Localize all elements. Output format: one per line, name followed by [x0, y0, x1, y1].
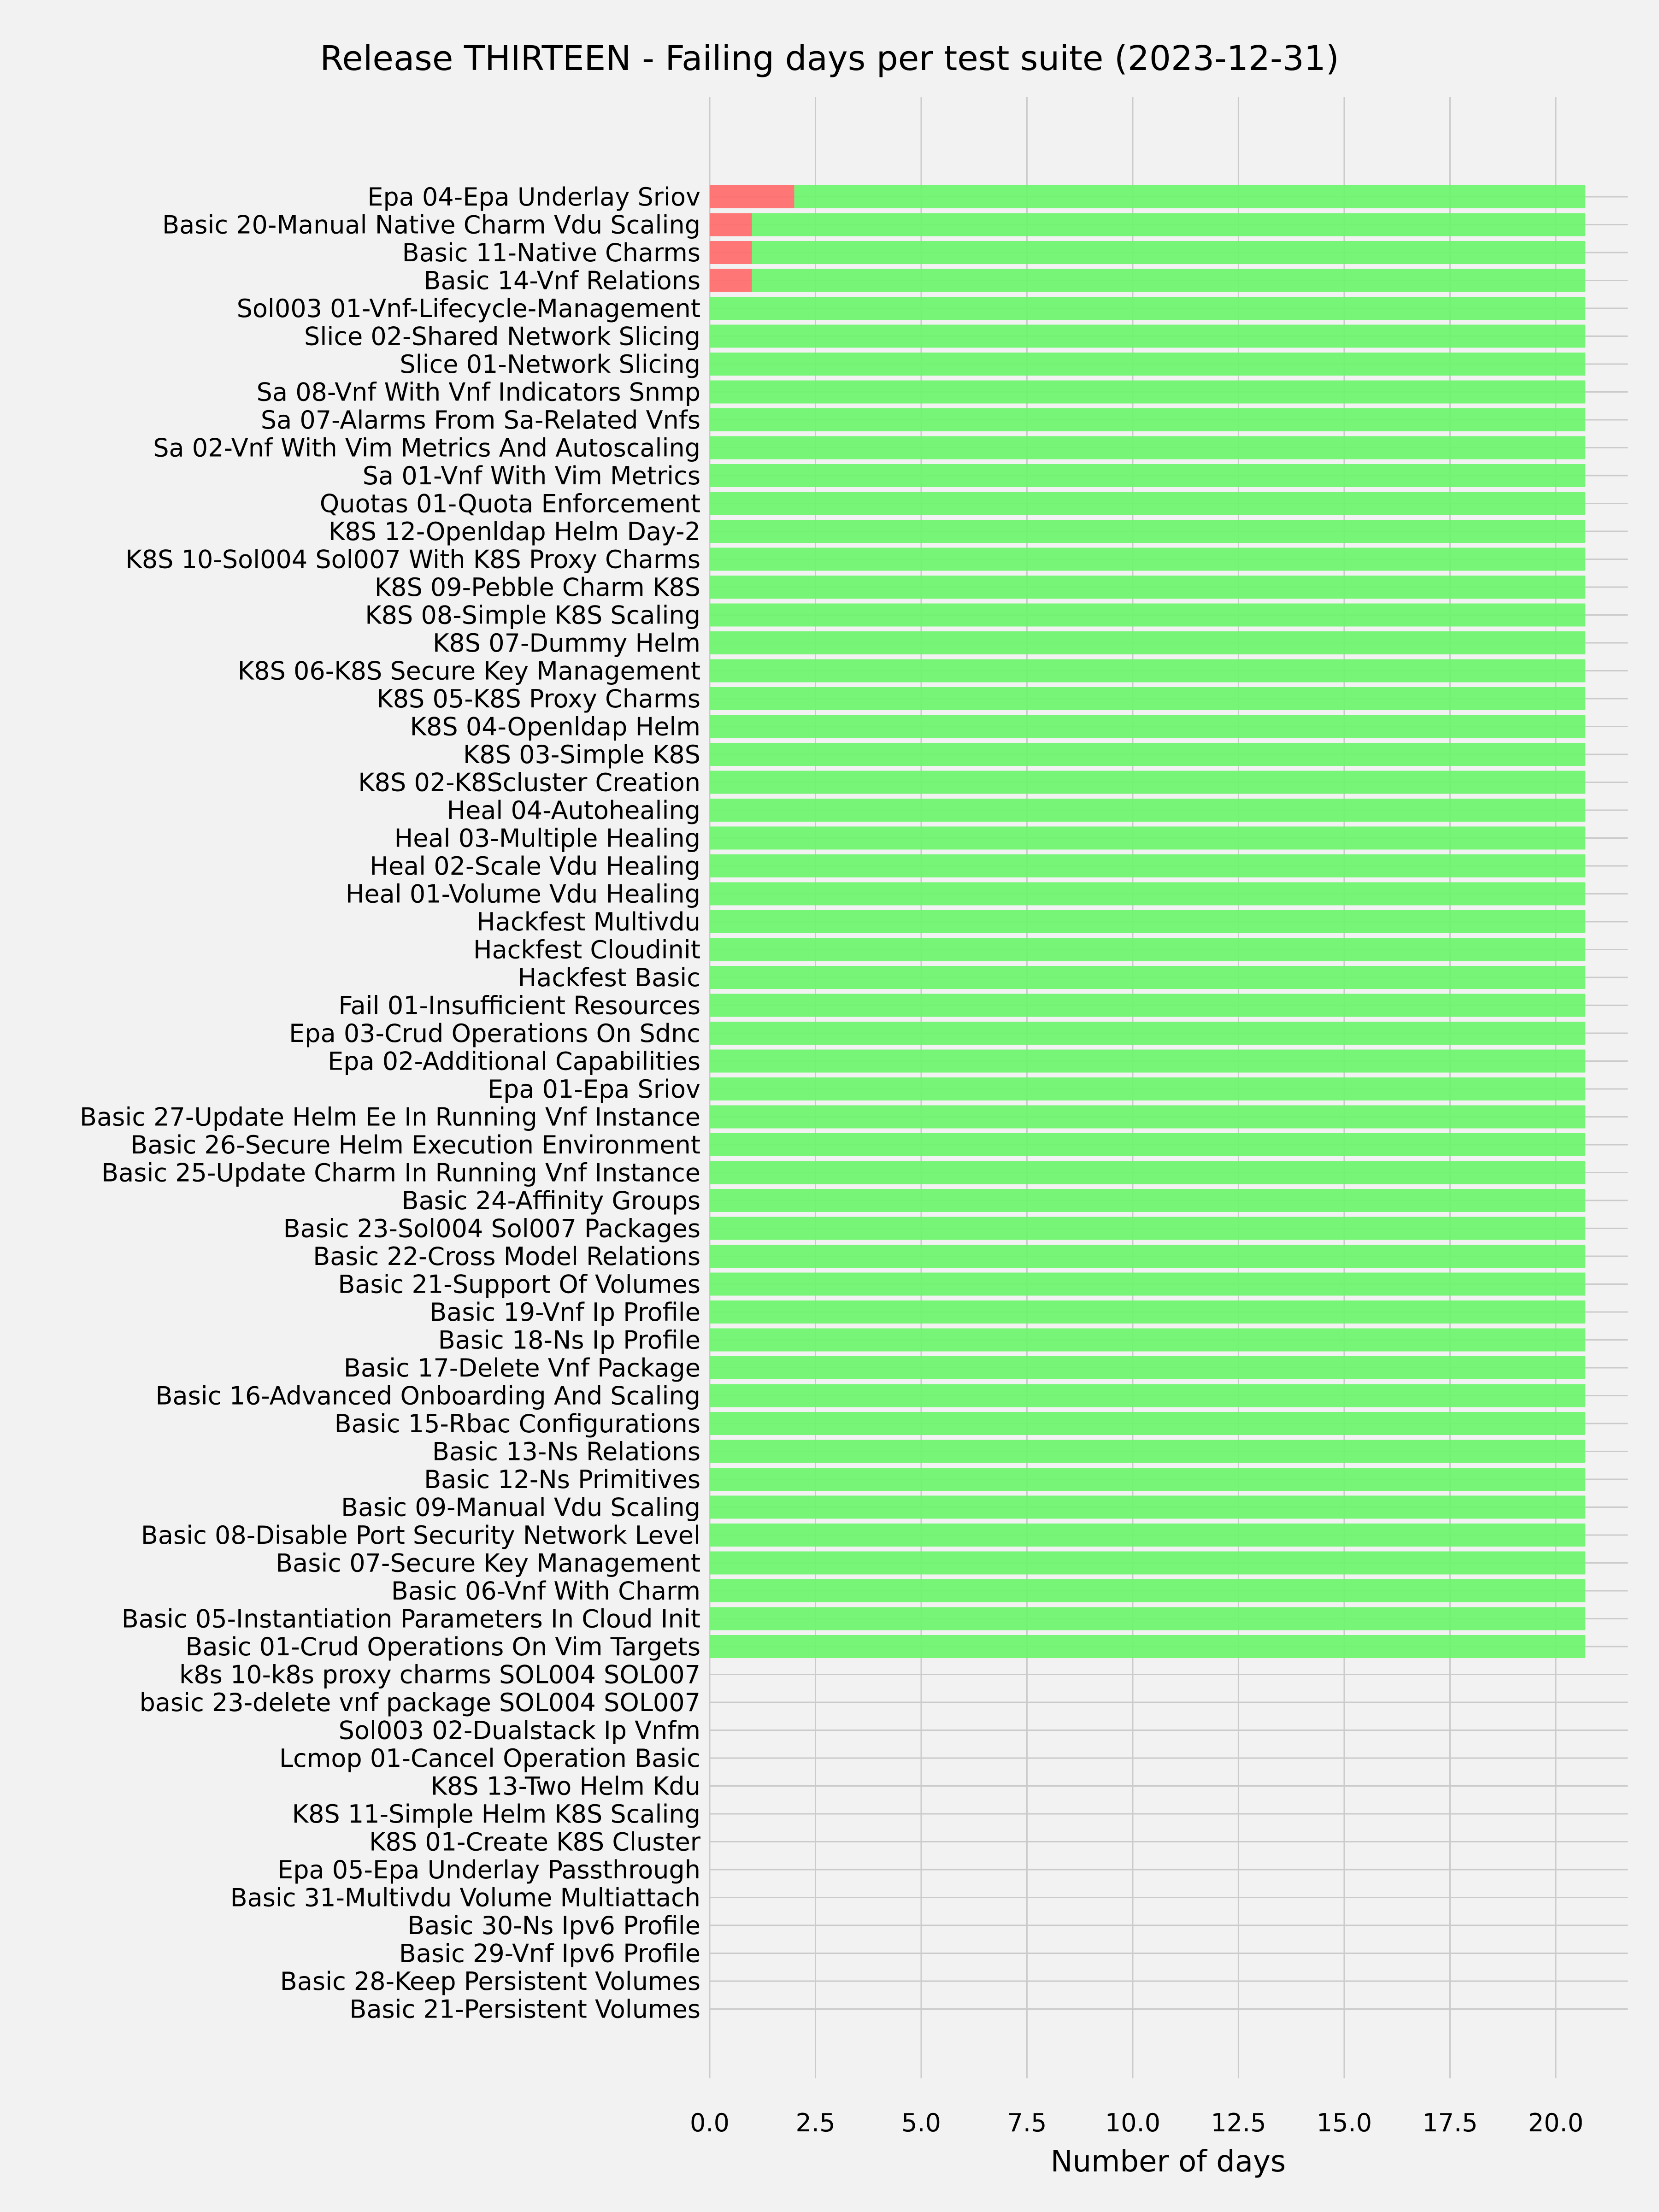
- bar-passing-days: [710, 1245, 1585, 1268]
- y-tick-label: Basic 15-Rbac Configurations: [334, 1409, 700, 1438]
- y-tick-label: Basic 26-Secure Helm Execution Environment: [130, 1130, 700, 1159]
- bar-passing-days: [710, 799, 1585, 822]
- bar-passing-days: [710, 1217, 1585, 1240]
- bar-passing-days: [710, 408, 1585, 431]
- y-tick-label: Basic 29-Vnf Ipv6 Profile: [399, 1939, 700, 1968]
- y-tick-label: K8S 10-Sol004 Sol007 With K8S Proxy Charms: [125, 545, 700, 574]
- x-tick-label: 17.5: [1422, 2108, 1478, 2137]
- bar-passing-days: [710, 1356, 1585, 1379]
- y-tick-label: Basic 14-Vnf Relations: [424, 266, 700, 295]
- bars-layer: [710, 185, 1585, 1658]
- x-tick-label: 5.0: [901, 2108, 941, 2137]
- bar-passing-days: [710, 1050, 1585, 1073]
- y-tick-label: K8S 03-Simple K8S: [463, 740, 700, 769]
- y-tick-label: Sa 08-Vnf With Vnf Indicators Snmp: [256, 377, 700, 407]
- y-tick-label: Epa 03-Crud Operations On Sdnc: [289, 1019, 700, 1048]
- y-tick-label: Sa 02-Vnf With Vim Metrics And Autoscaling: [153, 433, 700, 463]
- bar-passing-days: [710, 1552, 1585, 1575]
- y-tick-label: Basic 08-Disable Port Security Network Level: [141, 1521, 700, 1550]
- x-tick-label: 2.5: [795, 2108, 835, 2137]
- bar-passing-days: [710, 1412, 1585, 1435]
- y-tick-label: K8S 07-Dummy Helm: [433, 629, 700, 658]
- y-tick-label: k8s 10-k8s proxy charms SOL004 SOL007: [179, 1660, 700, 1689]
- y-tick-label: Basic 01-Crud Operations On Vim Targets: [185, 1632, 700, 1661]
- bar-passing-days: [710, 1496, 1585, 1519]
- bar-passing-days: [710, 381, 1585, 404]
- y-tick-label: K8S 02-K8Scluster Creation: [358, 768, 700, 797]
- bar-passing-days: [710, 1161, 1585, 1184]
- y-tick-label: Heal 01-Volume Vdu Healing: [345, 879, 700, 909]
- bar-passing-days: [710, 1022, 1585, 1045]
- y-tick-label: Basic 18-Ns Ip Profile: [438, 1325, 700, 1355]
- bar-passing-days: [710, 492, 1585, 515]
- y-tick-label: Heal 02-Scale Vdu Healing: [370, 852, 700, 881]
- bar-passing-days: [710, 1635, 1585, 1658]
- bar-passing-days: [752, 269, 1585, 292]
- y-tick-label: Basic 12-Ns Primitives: [424, 1465, 700, 1494]
- y-tick-label: Epa 04-Epa Underlay Sriov: [367, 182, 700, 212]
- bar-passing-days: [710, 1106, 1585, 1129]
- y-tick-label: Epa 01-Epa Sriov: [488, 1075, 700, 1104]
- y-tick-label: Basic 05-Instantiation Parameters In Cloud Init: [121, 1604, 700, 1634]
- y-tick-label: Basic 24-Affinity Groups: [401, 1186, 700, 1215]
- y-tick-label: Basic 11-Native Charms: [402, 238, 700, 267]
- bar-passing-days: [710, 854, 1585, 877]
- y-tick-label: Basic 27-Update Helm Ee In Running Vnf Instance: [80, 1102, 700, 1132]
- bar-failing-days: [710, 213, 752, 236]
- bar-passing-days: [710, 715, 1585, 738]
- bar-passing-days: [710, 994, 1585, 1017]
- y-tick-label: Basic 21-Support Of Volumes: [338, 1270, 700, 1299]
- bar-passing-days: [752, 213, 1585, 236]
- y-tick-label: Basic 06-Vnf With Charm: [391, 1577, 700, 1606]
- bar-passing-days: [710, 1579, 1585, 1602]
- y-tick-label: K8S 04-Openldap Helm: [410, 712, 700, 741]
- y-tick-label: Basic 25-Update Charm In Running Vnf Instance: [101, 1158, 700, 1188]
- x-tick-label: 0.0: [690, 2108, 729, 2137]
- x-tick-label: 15.0: [1316, 2108, 1372, 2137]
- y-tick-label: Sa 07-Alarms From Sa-Related Vnfs: [260, 406, 700, 435]
- y-tick-labels: [80, 182, 701, 2024]
- bar-passing-days: [710, 631, 1585, 654]
- y-tick-label: Basic 09-Manual Vdu Scaling: [341, 1493, 700, 1522]
- y-tick-label: Basic 23-Sol004 Sol007 Packages: [283, 1214, 700, 1243]
- bar-passing-days: [710, 325, 1585, 348]
- y-tick-label: Basic 21-Persistent Volumes: [349, 1994, 700, 2024]
- y-tick-label: Sol003 02-Dualstack Ip Vnfm: [338, 1716, 700, 1745]
- y-tick-label: Epa 02-Additional Capabilities: [328, 1047, 700, 1076]
- y-tick-label: Basic 07-Secure Key Management: [276, 1548, 700, 1578]
- y-tick-label: Epa 05-Epa Underlay Passthrough: [277, 1855, 700, 1884]
- bar-passing-days: [710, 1077, 1585, 1100]
- y-tick-label: K8S 08-Simple K8S Scaling: [365, 600, 700, 630]
- x-tick-label: 7.5: [1007, 2108, 1047, 2137]
- bar-passing-days: [710, 1384, 1585, 1407]
- chart-title: Release THIRTEEN - Failing days per test suite (2023-12-31): [320, 39, 1339, 78]
- y-tick-label: Quotas 01-Quota Enforcement: [319, 489, 700, 518]
- bar-passing-days: [710, 966, 1585, 989]
- bar-passing-days: [794, 185, 1586, 208]
- y-tick-label: Basic 16-Advanced Onboarding And Scaling: [155, 1381, 700, 1411]
- x-axis-label: Number of days: [1050, 2145, 1286, 2179]
- x-tick-labels: [690, 2108, 1583, 2137]
- x-tick-label: 12.5: [1211, 2108, 1266, 2137]
- y-tick-label: K8S 01-Create K8S Cluster: [369, 1827, 700, 1857]
- bar-passing-days: [710, 743, 1585, 766]
- y-tick-label: Basic 31-Multivdu Volume Multiattach: [230, 1883, 700, 1912]
- bar-passing-days: [710, 938, 1585, 961]
- y-tick-label: Basic 17-Delete Vnf Package: [343, 1353, 700, 1382]
- bar-passing-days: [710, 576, 1585, 599]
- bar-failing-days: [710, 241, 752, 264]
- bar-passing-days: [710, 771, 1585, 794]
- y-tick-label: Basic 30-Ns Ipv6 Profile: [407, 1911, 700, 1940]
- y-tick-label: K8S 12-Openldap Helm Day-2: [328, 517, 700, 546]
- bar-failing-days: [710, 269, 752, 292]
- bar-passing-days: [710, 1468, 1585, 1491]
- bar-passing-days: [710, 604, 1585, 627]
- bar-passing-days: [710, 436, 1585, 459]
- y-tick-label: Basic 19-Vnf Ip Profile: [429, 1298, 700, 1327]
- y-tick-label: Heal 04-Autohealing: [447, 796, 700, 825]
- y-tick-label: Basic 22-Cross Model Relations: [313, 1242, 700, 1271]
- bar-passing-days: [710, 882, 1585, 906]
- y-tick-label: Slice 02-Shared Network Slicing: [304, 322, 700, 351]
- y-tick-label: Lcmop 01-Cancel Operation Basic: [279, 1744, 700, 1773]
- bar-passing-days: [710, 1329, 1585, 1352]
- bar-passing-days: [710, 1300, 1585, 1324]
- bar-passing-days: [710, 687, 1585, 710]
- bar-passing-days: [710, 520, 1585, 543]
- bar-failing-days: [710, 185, 794, 208]
- y-tick-label: Hackfest Cloudinit: [473, 935, 700, 965]
- y-tick-label: Sol003 01-Vnf-Lifecycle-Management: [236, 294, 700, 323]
- x-tick-label: 10.0: [1105, 2108, 1161, 2137]
- x-tick-label: 20.0: [1528, 2108, 1584, 2137]
- bar-passing-days: [710, 464, 1585, 487]
- y-tick-label: Heal 03-Multiple Healing: [394, 824, 700, 853]
- y-tick-label: Hackfest Basic: [518, 963, 700, 992]
- y-tick-label: Basic 20-Manual Native Charm Vdu Scaling: [162, 210, 700, 240]
- bar-passing-days: [710, 353, 1585, 376]
- bar-passing-days: [710, 1189, 1585, 1212]
- bar-passing-days: [752, 241, 1585, 264]
- y-tick-label: K8S 13-Two Helm Kdu: [430, 1771, 700, 1801]
- y-tick-label: Basic 13-Ns Relations: [432, 1437, 700, 1466]
- y-tick-label: K8S 06-K8S Secure Key Management: [237, 656, 700, 686]
- bar-passing-days: [710, 1133, 1585, 1156]
- y-tick-label: Slice 01-Network Slicing: [400, 350, 700, 379]
- bar-passing-days: [710, 1440, 1585, 1463]
- bar-passing-days: [710, 1524, 1585, 1547]
- y-tick-label: basic 23-delete vnf package SOL004 SOL007: [139, 1688, 700, 1717]
- bar-passing-days: [710, 548, 1585, 571]
- y-tick-label: K8S 05-K8S Proxy Charms: [377, 684, 700, 713]
- bar-passing-days: [710, 827, 1585, 850]
- bar-passing-days: [710, 910, 1585, 933]
- y-tick-label: Basic 28-Keep Persistent Volumes: [280, 1967, 700, 1996]
- bar-passing-days: [710, 659, 1585, 682]
- y-tick-label: Hackfest Multivdu: [477, 907, 700, 936]
- y-tick-label: Sa 01-Vnf With Vim Metrics: [362, 461, 700, 490]
- y-tick-label: K8S 09-Pebble Charm K8S: [374, 573, 700, 602]
- bar-passing-days: [710, 1607, 1585, 1630]
- bar-passing-days: [710, 1273, 1585, 1296]
- bar-passing-days: [710, 297, 1585, 320]
- y-tick-label: K8S 11-Simple Helm K8S Scaling: [292, 1800, 700, 1829]
- y-tick-label: Fail 01-Insufficient Resources: [338, 991, 700, 1020]
